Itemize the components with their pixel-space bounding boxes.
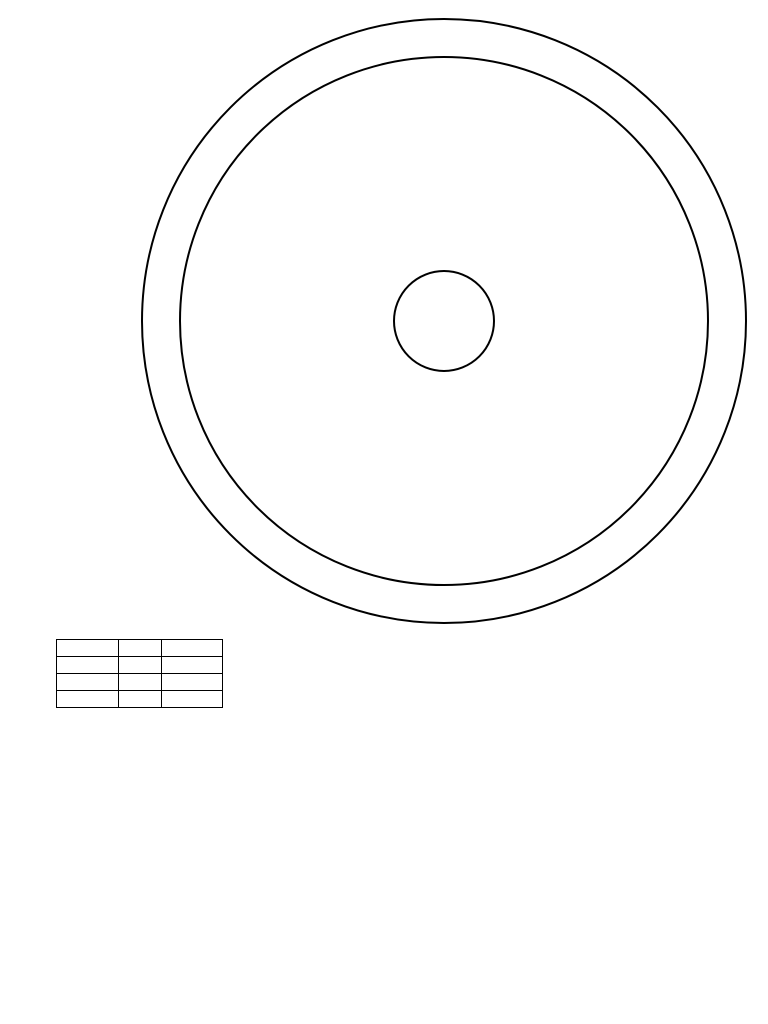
- cell[interactable]: [119, 691, 162, 708]
- cell[interactable]: [57, 657, 119, 674]
- cell[interactable]: [162, 691, 223, 708]
- cell[interactable]: [162, 640, 223, 657]
- cell[interactable]: [119, 640, 162, 657]
- elements-table: [56, 639, 223, 708]
- cell[interactable]: [119, 674, 162, 691]
- cell[interactable]: [119, 657, 162, 674]
- cell[interactable]: [162, 657, 223, 674]
- cell[interactable]: [57, 640, 119, 657]
- aspect-grid: [0, 720, 430, 1000]
- cell[interactable]: [57, 674, 119, 691]
- cell[interactable]: [162, 674, 223, 691]
- cell[interactable]: [57, 691, 119, 708]
- center-circle: [394, 271, 494, 371]
